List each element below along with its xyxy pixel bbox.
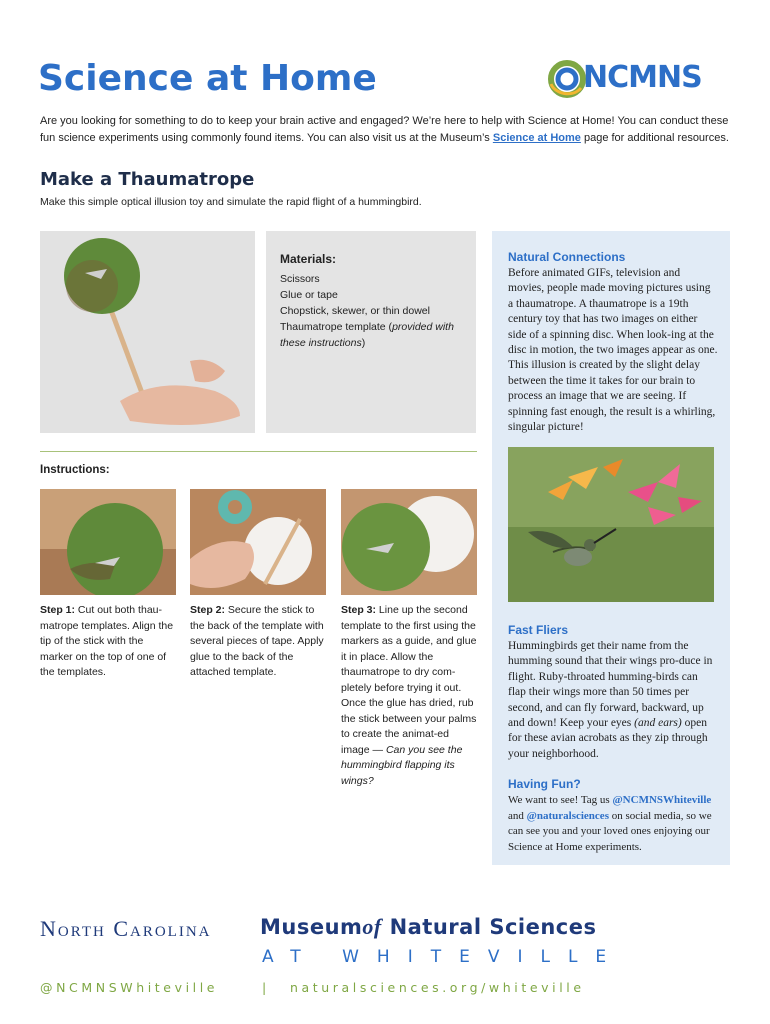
instructions-label: Instructions: [40,464,110,476]
at-whiteville: AT WHITEVILLE [262,947,625,967]
page-title: Science at Home [38,58,377,99]
materials-heading: Materials: [280,252,337,266]
step-2-photo [190,489,326,595]
material-item: Scissors [280,273,320,285]
intro-text: Are you looking for something to do to keep your brain active and engaged? We’re here to help with Science at Home! You can conduct these fun science experiments using commonly found items. You can also visit us at the Museum’s [40,115,729,144]
sidebar-panel [492,231,730,865]
having-fun-text [508,793,718,855]
step-2-body: Secure the stick to the back of the template with several pieces of tape. Apply glue to the back of the attached template. [190,604,324,678]
fast-fliers-aside: (and ears) [634,717,682,730]
logo-swirl-icon [545,58,587,100]
template-note: provided with these instructions [280,321,454,349]
step-2-text [190,603,328,681]
step-2-label: Step 2: [190,604,226,616]
step-3-label: Step 3: [341,604,377,616]
museum-name [40,914,600,944]
thaumatrope-photo [40,231,255,433]
divider [40,451,477,452]
footer-separator: | [262,980,270,995]
ncmns-whiteville-handle[interactable]: @NCMNSWhiteville [612,794,712,806]
intro-paragraph [40,113,730,147]
step-3-body: Line up the second template to the first using the markers as a guide, and glue it in place. Allow the thaumatrope to dry com-pletely before trying it out. Once the glue has dried, rub the stick between your palms to create the animat-ed image — [341,604,477,756]
having-fun-and: and [508,809,527,822]
of-word: of [362,914,382,939]
north-carolina-text: North Carolina [40,916,212,941]
museum-of-natural-sciences [260,914,597,940]
fast-fliers-heading: Fast Fliers [508,623,569,637]
fast-fliers-text [508,639,718,762]
activity-title: Make a Thaumatrope [40,169,255,190]
having-fun-body: We want to see! Tag us [508,794,613,806]
natural-sciences-word: Natural Sciences [389,915,597,939]
step-1-body: Cut out both thau-matrope templates. Align the tip of the stick with the marker on the top of one of the templates. [40,604,174,678]
having-fun-end: on social media, so we can see you and your loved ones enjoying our Science at Home experiments. [508,809,712,853]
intro-text-end: page for additional resources. [580,132,729,144]
footer-handle[interactable]: @NCMNSWhiteville [40,980,219,995]
step-1-text [40,603,178,681]
logo-text: NCMNS [583,60,702,95]
natural-connections-heading: Natural Connections [508,250,626,264]
having-fun-heading: Having Fun? [508,777,581,791]
template-close: ) [361,337,366,349]
step-3-question: Can you see the hummingbird flapping its wings? [341,743,463,787]
naturalsciences-handle[interactable]: @naturalsciences [526,809,609,822]
step-1-photo [40,489,176,595]
material-template: Thaumatrope template ( [280,321,393,333]
material-item: Chopstick, skewer, or thin dowel [280,305,430,317]
step-1-label: Step 1: [40,604,76,616]
natural-connections-text: Before animated GIFs, television and movies, people made moving pictures using a thaumatrope. A thaumatrope is a 19th century toy that has two images on either side of a spinning disc. When look-ing at the disc in motion, the two images appear as one. This illusion is created by the slight delay between the time it takes for our brain to process an image that we are seeing. If spinning fast enough, the result is a whirling, singular picture! [508,267,718,434]
step-3-text [341,603,479,789]
materials-box [266,231,476,433]
fast-fliers-end: open for these avian acrobats as they zip through your neighborhood. [508,717,708,760]
museum-word: Museum [260,915,363,939]
science-at-home-link[interactable]: Science at Home [492,132,581,144]
step-3-photo [341,489,477,595]
ncmns-logo [545,58,725,100]
fast-fliers-body: Hummingbirds get their name from the humming sound that their wings pro-duce in flight. Ruby-throated humming-birds can flap their wings more than 50 times per second, and can fly forward, backward, up and down! Keep your eyes [508,640,713,730]
footer-website[interactable]: naturalsciences.org/whiteville [290,980,585,995]
footer-links [40,980,600,995]
material-item: Glue or tape [280,289,338,301]
material-item [280,319,462,351]
activity-subtitle: Make this simple optical illusion toy and simulate the rapid flight of a hummingbird. [40,196,422,208]
hummingbird-photo [508,447,714,602]
